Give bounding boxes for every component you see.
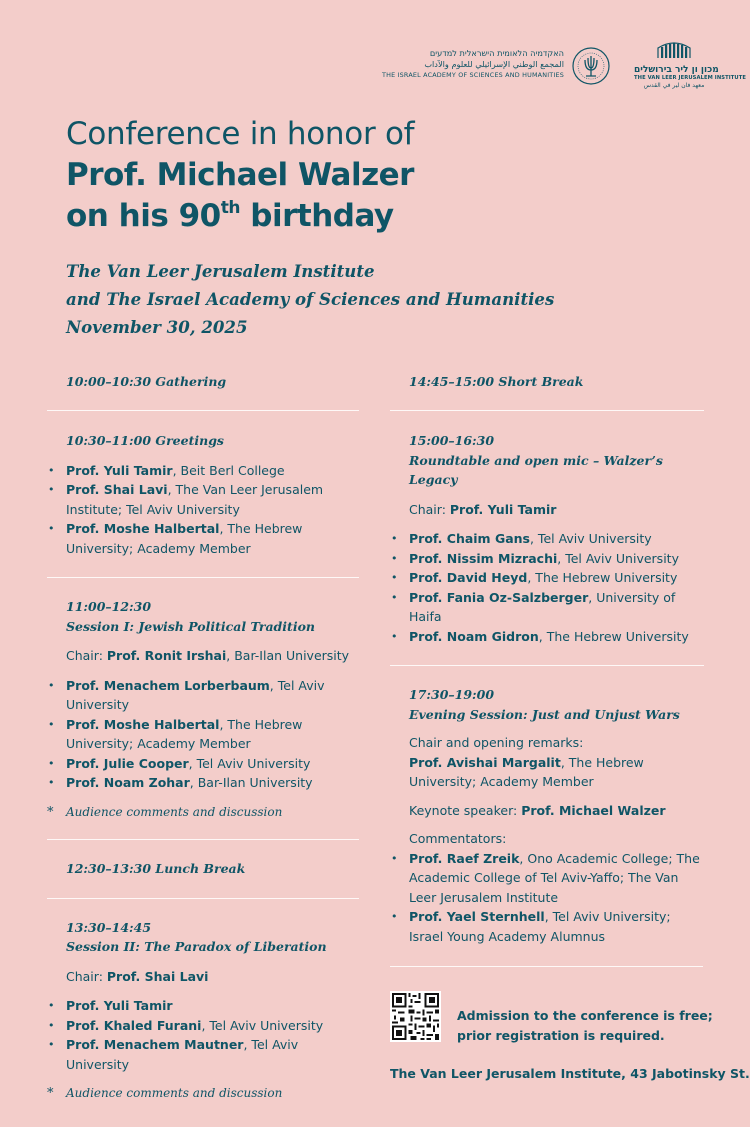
- admission-note: [457, 1006, 713, 1046]
- list-item: [66, 754, 355, 774]
- divider: [390, 966, 703, 967]
- roundtable-time: 15:00–16:30: [409, 433, 495, 448]
- divider: [47, 898, 359, 899]
- list-item: [66, 1016, 355, 1036]
- speaker-affiliation: , The Hebrew University: [538, 628, 689, 644]
- speaker-name: Prof. Fania Oz-Salzberger: [409, 589, 589, 605]
- vanleer-building-icon: [654, 40, 694, 60]
- speaker-affiliation: , Beit Berl College: [172, 462, 285, 478]
- session-1-chair: [66, 646, 355, 666]
- speaker-affiliation: , Tel Aviv University: [188, 755, 311, 771]
- registration-qr-code[interactable]: [390, 991, 441, 1042]
- vanleer-name-arabic: معهد فان لير في القدس: [643, 82, 705, 89]
- program-right-column: [390, 372, 704, 946]
- roundtable-block: [390, 411, 704, 646]
- list-item: [409, 849, 700, 908]
- academy-name-hebrew: האקדמיה הלאומית הישראלית למדעים: [429, 48, 564, 58]
- list-item: [409, 549, 700, 569]
- speaker-affiliation: , Bar-Ilan University: [189, 775, 313, 790]
- speaker-name: Prof. Noam Zohar: [66, 775, 190, 790]
- speaker-name: Prof. Moshe Halbertal: [66, 716, 220, 732]
- list-item: [66, 480, 355, 519]
- speaker-affiliation: , Ono Academic College; The Academic College of Tel Aviv-Yaffo; The Van Leer Jerusalem Institute: [409, 850, 700, 905]
- speaker-name: Prof. Avishai Margalit: [409, 754, 561, 770]
- event-date: November 30, 2025: [66, 317, 248, 337]
- academy-name-arabic: المجمع الوطني الإسرائيلي للعلوم والآداب: [424, 59, 564, 69]
- title-line-2: Prof. Michael Walzer: [66, 157, 414, 193]
- speaker-name: Prof. Nissim Mizrachi: [409, 550, 558, 566]
- speaker-name: Prof. Menachem Mautner: [66, 1037, 244, 1052]
- title-line-3-sup: th: [220, 198, 240, 218]
- speaker-name: Prof. Moshe Halbertal: [66, 521, 220, 536]
- commentators-list: [409, 849, 700, 947]
- title-line-3: [66, 196, 414, 242]
- divider: [47, 839, 359, 840]
- academy-name-english: THE ISRAEL ACADEMY OF SCIENCES AND HUMANITIES: [382, 71, 564, 79]
- divider: [47, 577, 359, 578]
- greetings-block: [47, 411, 359, 558]
- chair-label: Chair:: [66, 648, 107, 663]
- chair-label: Chair:: [66, 968, 107, 984]
- gathering-block: [47, 372, 359, 400]
- session-1-speakers: [66, 676, 355, 793]
- short-break-heading: 14:45–15:00 Short Break: [409, 374, 584, 389]
- subtitle-line-1: The Van Leer Jerusalem Institute: [66, 261, 375, 281]
- divider: [390, 665, 704, 666]
- speaker-name: Prof. Yael Sternhell: [409, 909, 545, 924]
- vanleer-name-english: THE VAN LEER JERUSALEM INSTITUTE: [634, 75, 747, 81]
- title-line-1: Conference in honor of: [66, 116, 415, 152]
- subtitle: [66, 257, 554, 341]
- note-text: Audience comments and discussion: [66, 804, 283, 819]
- chair-name: Prof. Yuli Tamir: [449, 501, 557, 517]
- speaker-affiliation: , Tel Aviv University: [66, 1037, 299, 1072]
- list-item: [66, 996, 355, 1016]
- speaker-name: Prof. Menachem Lorberbaum: [66, 677, 270, 693]
- vanleer-logo: [634, 40, 747, 96]
- page-title: [66, 114, 414, 242]
- speaker-affiliation: , Tel Aviv University: [201, 1017, 324, 1033]
- roundtable-chair: [409, 500, 700, 520]
- admission-line-2: prior registration is required.: [457, 1028, 665, 1043]
- speaker-name: Prof. Yuli Tamir: [66, 998, 173, 1013]
- asterisk-icon: *: [47, 804, 54, 820]
- speaker-name: Prof. David Heyd: [409, 570, 528, 585]
- session-1-note: [47, 803, 355, 823]
- evening-session-block: [390, 666, 704, 946]
- speaker-name: Prof. Chaim Gans: [409, 531, 530, 546]
- speaker-affiliation: , The Hebrew University; Academy Member: [66, 716, 303, 751]
- session-2-speakers: [66, 996, 355, 1074]
- opening-remarks-speaker: [409, 753, 700, 792]
- speaker-affiliation: , The Van Leer Jerusalem Institute; Tel Aviv University: [66, 482, 324, 517]
- chair-affiliation: , Bar-Ilan University: [226, 648, 350, 663]
- list-item: [66, 461, 355, 481]
- subtitle-line-2: and The Israel Academy of Sciences and Humanities: [66, 289, 555, 309]
- list-item: [66, 715, 355, 754]
- list-item: [409, 627, 700, 647]
- evening-session-title: Evening Session: Just and Unjust Wars: [409, 706, 680, 722]
- short-break-block: [390, 372, 704, 400]
- list-item: [66, 519, 355, 558]
- keynote-label: Keynote speaker:: [409, 802, 522, 818]
- title-line-3-pre: on his 90: [66, 198, 221, 234]
- program-left-column: [47, 372, 359, 1104]
- academy-logo-text: [382, 48, 564, 81]
- speaker-affiliation: , The Hebrew University; Academy Member: [66, 521, 303, 556]
- speaker-name: Prof. Shai Lavi: [66, 482, 168, 497]
- opening-remarks-label: Chair and opening remarks:: [409, 735, 584, 750]
- title-line-3-post: birthday: [239, 198, 394, 234]
- speaker-name: Prof. Yuli Tamir: [66, 462, 173, 478]
- list-item: [66, 676, 355, 715]
- chair-name: Prof. Ronit Irshai: [106, 648, 227, 663]
- divider: [47, 410, 359, 411]
- speaker-affiliation: , Tel Aviv University: [529, 531, 652, 546]
- note-text: Audience comments and discussion: [66, 1086, 283, 1100]
- speaker-name: Prof. Julie Cooper: [66, 755, 189, 771]
- keynote-name: Prof. Michael Walzer: [521, 802, 666, 818]
- greetings-heading: 10:30–11:00 Greetings: [66, 433, 224, 448]
- chair-name: Prof. Shai Lavi: [106, 968, 209, 984]
- keynote: [409, 801, 700, 821]
- speaker-name: Prof. Raef Zreik: [409, 850, 520, 866]
- evening-session-time: 17:30–19:00: [409, 687, 495, 702]
- session-1-block: [47, 578, 359, 822]
- academy-emblem-icon: [572, 43, 610, 89]
- session-2-block: [47, 899, 359, 1104]
- session-2-chair: [66, 967, 355, 987]
- session-2-title: Session II: The Paradox of Liberation: [66, 939, 327, 954]
- chair-label: Chair:: [409, 501, 450, 517]
- list-item: [66, 773, 355, 793]
- speaker-affiliation: , Tel Aviv University: [66, 677, 325, 712]
- speaker-affiliation: , University of Haifa: [409, 589, 676, 624]
- lunch-block: [47, 840, 359, 879]
- vanleer-name-hebrew: מכון ון ליר בירושלים: [634, 65, 719, 75]
- venue-address: The Van Leer Jerusalem Institute, 43 Jabotinsky St.: [390, 1066, 750, 1081]
- divider: [390, 410, 704, 411]
- lunch-heading: 12:30–13:30 Lunch Break: [66, 861, 246, 876]
- commentators-label: Commentators:: [409, 831, 507, 846]
- session-1-time: 11:00–12:30: [66, 599, 152, 614]
- speaker-affiliation: , The Hebrew University; Academy Member: [409, 754, 644, 789]
- speaker-affiliation: , Tel Aviv University: [557, 550, 679, 566]
- roundtable-speakers: [409, 529, 700, 646]
- speaker-name: Prof. Noam Gidron: [409, 628, 539, 644]
- list-item: [66, 1035, 355, 1074]
- speaker-affiliation: , Tel Aviv University; Israel Young Academy Alumnus: [409, 909, 671, 944]
- list-item: [409, 907, 700, 946]
- roundtable-title: Roundtable and open mic – Walzer’s Legacy: [409, 452, 663, 487]
- session-2-time: 13:30–14:45: [66, 919, 152, 935]
- list-item: [409, 588, 700, 627]
- admission-line-1: Admission to the conference is free;: [457, 1008, 713, 1023]
- speaker-name: Prof. Khaled Furani: [66, 1017, 202, 1033]
- session-1-title: Session I: Jewish Political Tradition: [66, 618, 315, 634]
- speaker-affiliation: , The Hebrew University: [527, 570, 678, 585]
- asterisk-icon: *: [47, 1086, 54, 1101]
- gathering-heading: 10:00–10:30 Gathering: [66, 374, 227, 389]
- list-item: [409, 529, 700, 549]
- greetings-speakers: [66, 461, 355, 559]
- list-item: [409, 568, 700, 588]
- session-2-note: [47, 1084, 355, 1104]
